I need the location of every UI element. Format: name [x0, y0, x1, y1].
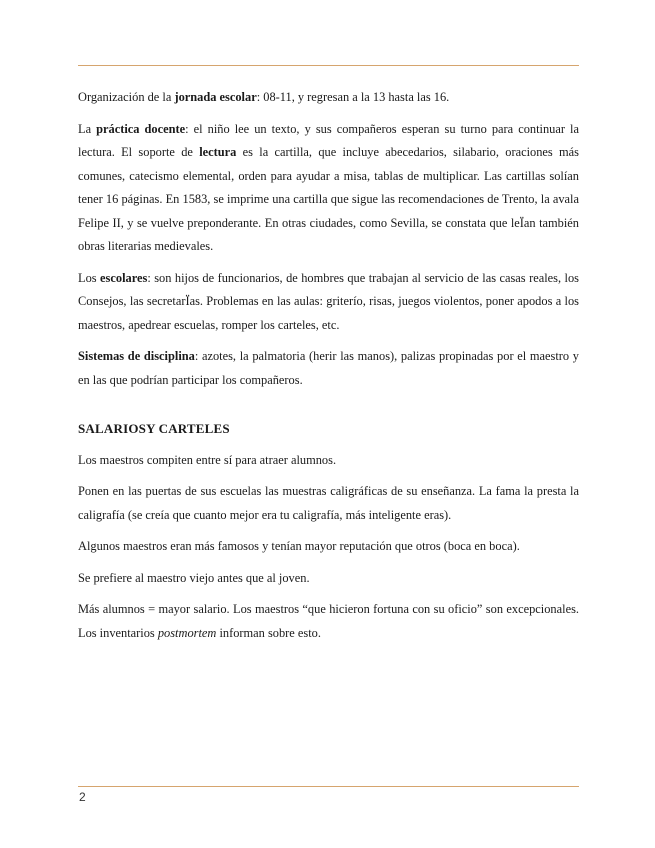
- paragraph-maestro-viejo: Se prefiere al maestro viejo antes que al joven.: [78, 570, 310, 585]
- term-escolares: escolares: [100, 270, 148, 285]
- paragraph-caligrafia: Ponen en las puertas de sus escuelas las muestras caligráficas de su enseñanza. La fama la presta la caligrafía (se creía que cuanto mejor era tu caligrafía, más inteligente eras).: [78, 484, 579, 522]
- paragraph-reputacion: Algunos maestros eran más famosos y tenían mayor reputación que otros (boca en boca).: [78, 539, 520, 553]
- page-body: [78, 86, 579, 653]
- paragraph-disciplina: Sistemas de disciplina: azotes, la palmatoria (herir las manos), palizas propinadas por el maestro y en las que podrían participar los compañeros.: [78, 349, 579, 387]
- term-sistemas-disciplina: Sistemas de disciplina: [78, 349, 195, 363]
- term-jornada-escolar: jornada escolar: [174, 90, 257, 104]
- paragraph-jornada-escolar: Organización de la jornada escolar: 08-11, y regresan a la 13 hasta las 16.: [78, 90, 450, 104]
- page-number: 2: [79, 790, 86, 804]
- paragraph-escolares: Los escolares: son hijos de funcionarios, de hombres que trabajan al servicio de las casas reales, los Consejos, las secretarÏas. Problemas en las aulas: griterío, risas, juegos violentos, poner apodos a los maestros, apedrear escuelas, romper los carteles, etc.: [78, 270, 579, 332]
- paragraph-salario: Más alumnos = mayor salario. Los maestros “que hicieron fortuna con su oficio” son excepcionales. Los inventarios postmortem informan sobre esto.: [78, 602, 579, 640]
- term-postmortem: postmortem: [157, 625, 217, 640]
- term-practica-docente: práctica docente: [96, 121, 186, 136]
- paragraph-practica-docente: La práctica docente: el niño lee un texto, y sus compañeros esperan su turno para continuar la lectura. El soporte de lectura es la cartilla, que incluye abecedarios, silabario, oraciones más comunes, catecismo elemental, orden para ayudar a misa, tablas de multiplicar. Las cartillas solían tener 16 páginas. En 1583, se imprime una cartilla que sigue las recomendaciones de Trento, la avala Felipe II, y se vuelve preponderante. En otras ciudades, como Sevilla, se constata que leÏan también obras literarias medievales.: [78, 121, 579, 253]
- footer-rule: [78, 786, 579, 787]
- header-rule: [78, 65, 579, 66]
- section-heading-salarios: SALARIOSY CARTELES: [78, 421, 230, 436]
- paragraph-competencia: Los maestros compiten entre sí para atraer alumnos.: [78, 452, 337, 467]
- term-lectura: lectura: [199, 145, 237, 159]
